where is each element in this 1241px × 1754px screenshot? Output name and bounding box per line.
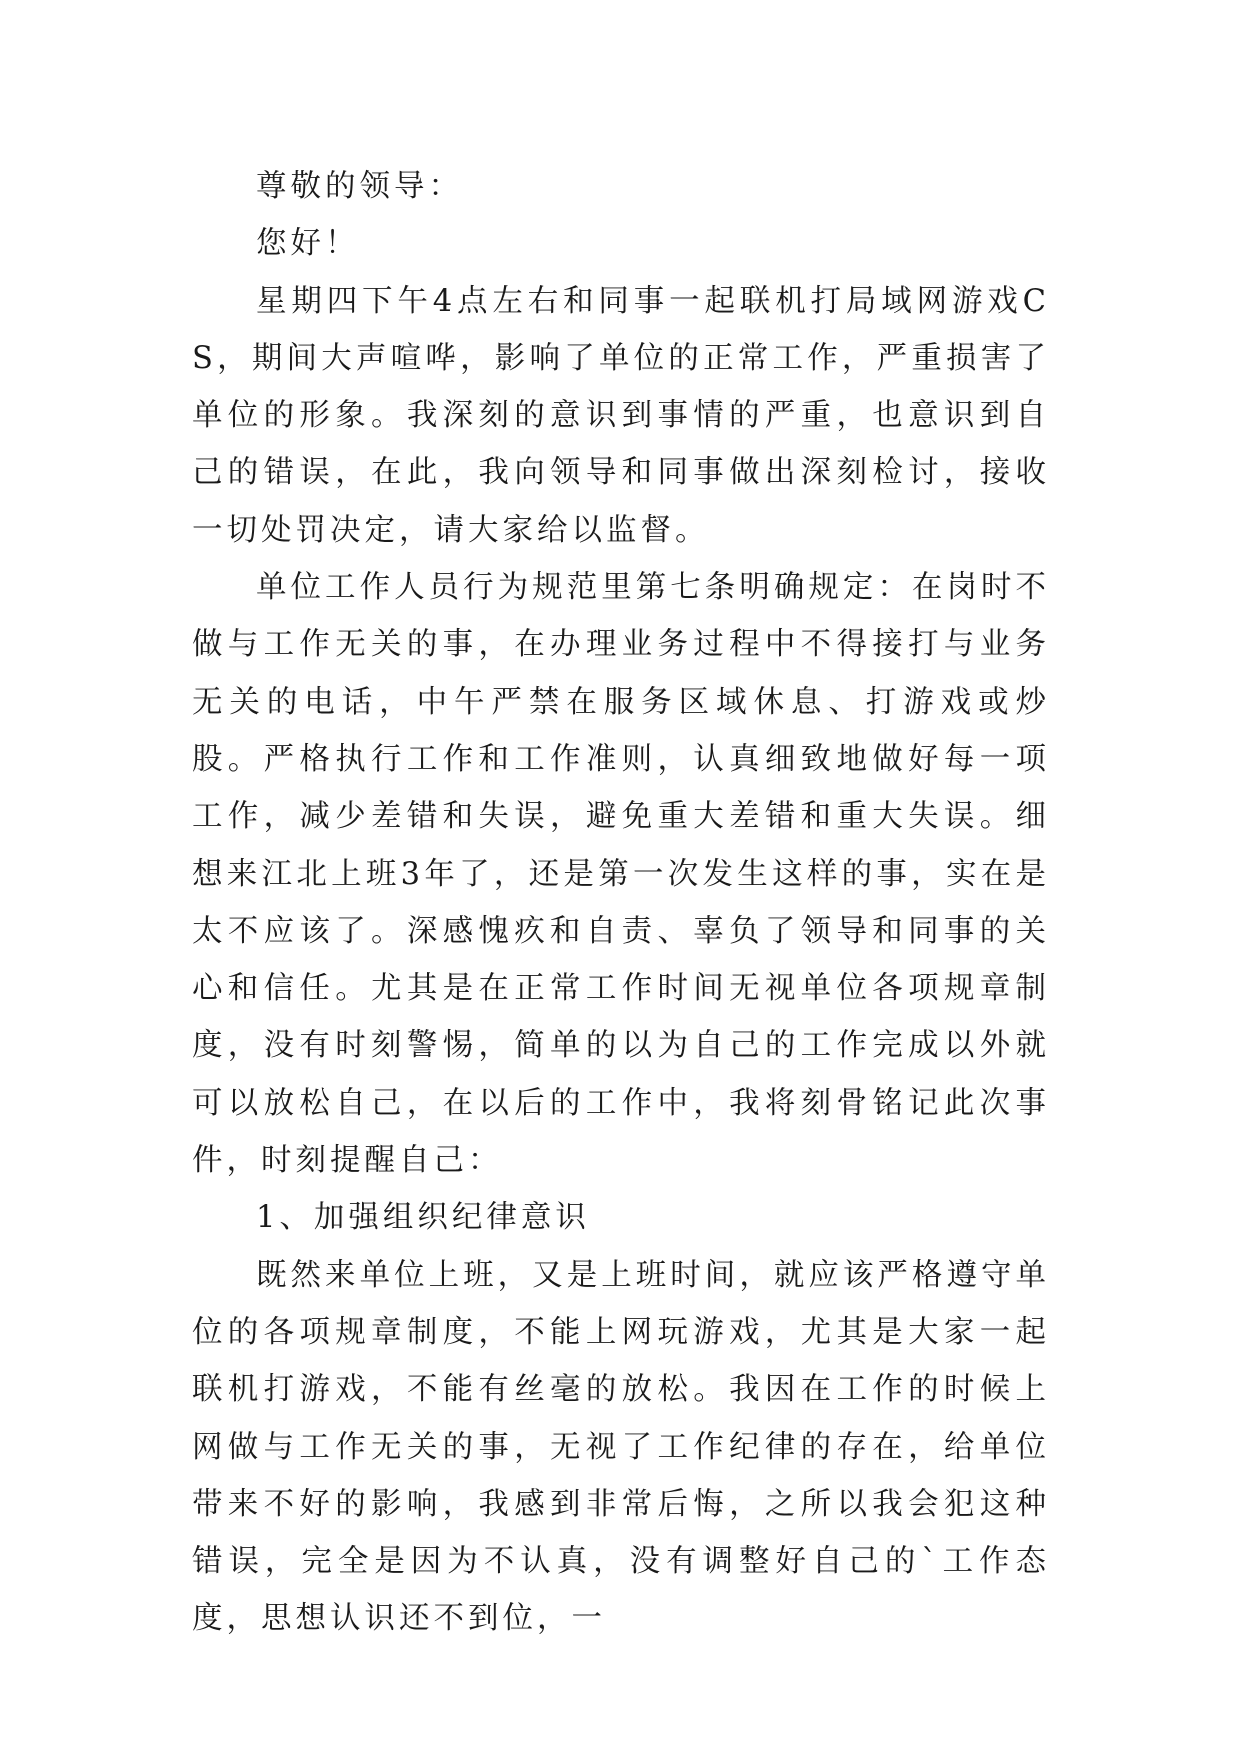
document-body bbox=[192, 158, 1050, 1648]
salutation: 尊敬的领导： bbox=[256, 169, 463, 204]
paragraph-regulations: 单位工作人员行为规范里第七条明确规定：在岗时不做与工作无关的事，在办理业务过程中不得接打与业务无关的电话，中午严禁在服务区域休息、打游戏或炒股。严格执行工作和工作准则，认真细致地做好每一项工作，减少差错和失误，避免重大差错和重大失误。细想来江北上班3年了，还是第一次发生这样的事，实在是太不应该了。深感愧疚和自责、辜负了领导和同事的关心和信任。尤其是在正常工作时间无视单位各项规章制度，没有时刻警惕，简单的以为自己的工作完成以外就可以放松自己，在以后的工作中，我将刻骨铭记此次事件，时刻提醒自己： bbox=[192, 570, 1050, 1179]
paragraph-incident: 星期四下午4点左右和同事一起联机打局域网游戏CS，期间大声喧哗，影响了单位的正常工作，严重损害了单位的形象。我深刻的意识到事情的严重，也意识到自己的错误，在此，我向领导和同事做出深刻检讨，接收一切处罚决定，请大家给以监督。 bbox=[192, 283, 1050, 548]
paragraph-discipline: 既然来单位上班，又是上班时间，就应该严格遵守单位的各项规章制度，不能上网玩游戏，尤其是大家一起联机打游戏，不能有丝毫的放松。我因在工作的时候上网做与工作无关的事，无视了工作纪律的存在，给单位带来不好的影响，我感到非常后悔，之所以我会犯这种错误，完全是因为不认真，没有调整好自己的`工作态度，思想认识还不到位，一 bbox=[192, 1257, 1050, 1637]
greeting: 您好！ bbox=[256, 226, 360, 262]
section-heading-discipline: 1、加强组织纪律意识 bbox=[256, 1200, 590, 1236]
